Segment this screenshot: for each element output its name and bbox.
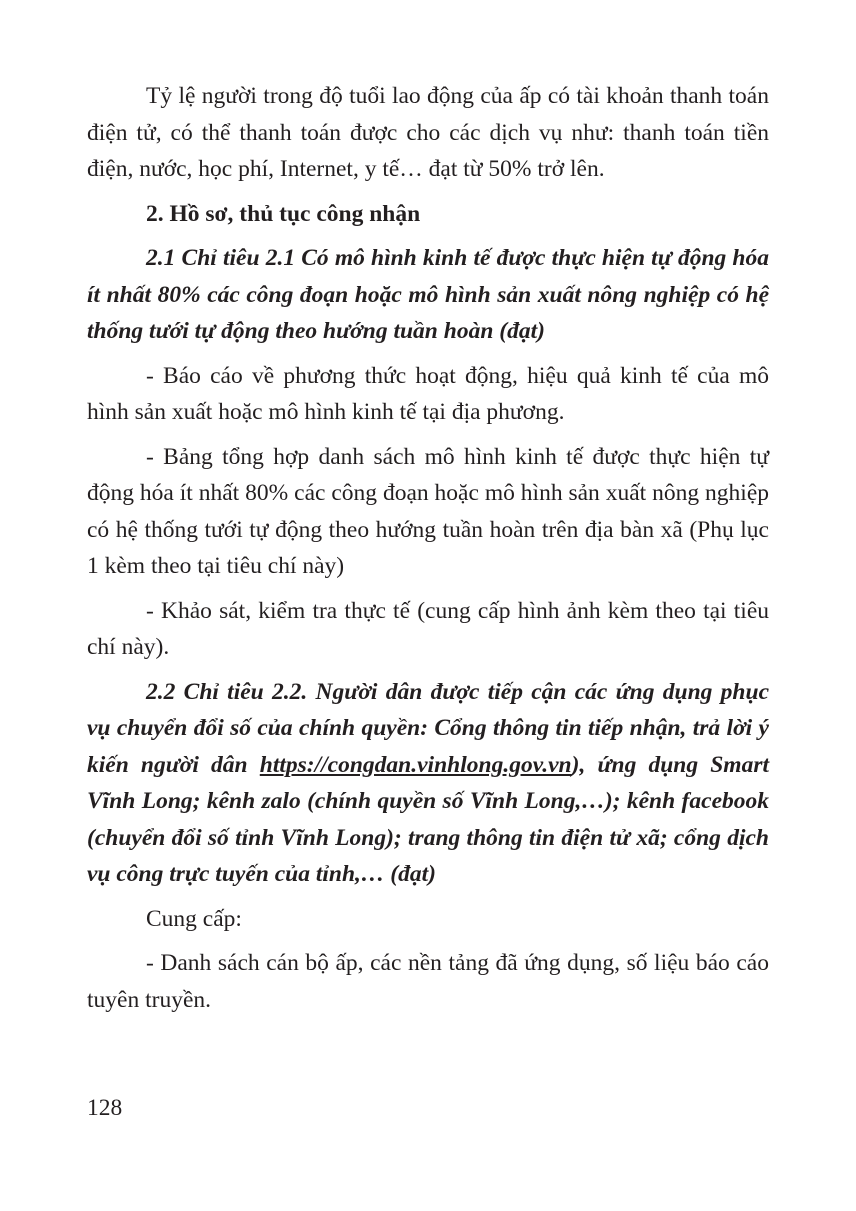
page-body (87, 78, 769, 1026)
criterion-2-1-title: 2.1 Chỉ tiêu 2.1 Có mô hình kinh tế được thực hiện tự động hóa ít nhất 80% các công đoạn hoặc mô hình sản xuất nông nghiệp có hệ thống tưới tự động theo hướng tuần hoàn (đạt) (87, 245, 769, 344)
section-heading: 2. Hồ sơ, thủ tục công nhận (146, 200, 421, 227)
criterion-2-1-item: - Bảng tổng hợp danh sách mô hình kinh tế được thực hiện tự động hóa ít nhất 80% các công đoạn hoặc mô hình sản xuất nông nghiệp có hệ thống tưới tự động theo hướng tuần hoàn trên địa bàn xã (Phụ lục 1 kèm theo tại tiêu chí này) (87, 443, 769, 579)
citizen-portal-link[interactable]: https://congdan.vinhlong.gov.vn (259, 751, 572, 778)
page-number: 128 (87, 1095, 123, 1121)
intro-paragraph: Tỷ lệ người trong độ tuổi lao động của ấp có tài khoản thanh toán điện tử, có thể thanh toán được cho các dịch vụ như: thanh toán tiền điện, nước, học phí, Internet, y tế… đạt từ 50% trở lên. (87, 83, 769, 182)
criterion-2-2-title (87, 674, 769, 893)
provide-label: Cung cấp: (146, 905, 242, 932)
criterion-2-2-title-end: ), ứng dụng Smart Vĩnh Long; kênh zalo (chính quyền số Vĩnh Long,…); kênh facebook (chuyển đổi số tỉnh Vĩnh Long); trang thông tin điện tử xã; cổng dịch vụ công trực tuyến của tỉnh,… (đạt) (87, 751, 770, 887)
criterion-2-1-item: - Khảo sát, kiểm tra thực tế (cung cấp hình ảnh kèm theo tại tiêu chí này). (87, 597, 769, 660)
criterion-2-2-item: - Danh sách cán bộ ấp, các nền tảng đã ứng dụng, số liệu báo cáo tuyên truyền. (87, 950, 769, 1013)
criterion-2-1-item: - Báo cáo về phương thức hoạt động, hiệu quả kinh tế của mô hình sản xuất hoặc mô hình kinh tế tại địa phương. (87, 362, 769, 425)
criterion-2-2-title-start: 2.2 Chỉ tiêu 2.2. Người dân được tiếp cận các ứng dụng phục vụ chuyển đổi số của chính quyền: Cổng thông tin tiếp nhận, trả lời ý kiến người dân (87, 678, 769, 778)
